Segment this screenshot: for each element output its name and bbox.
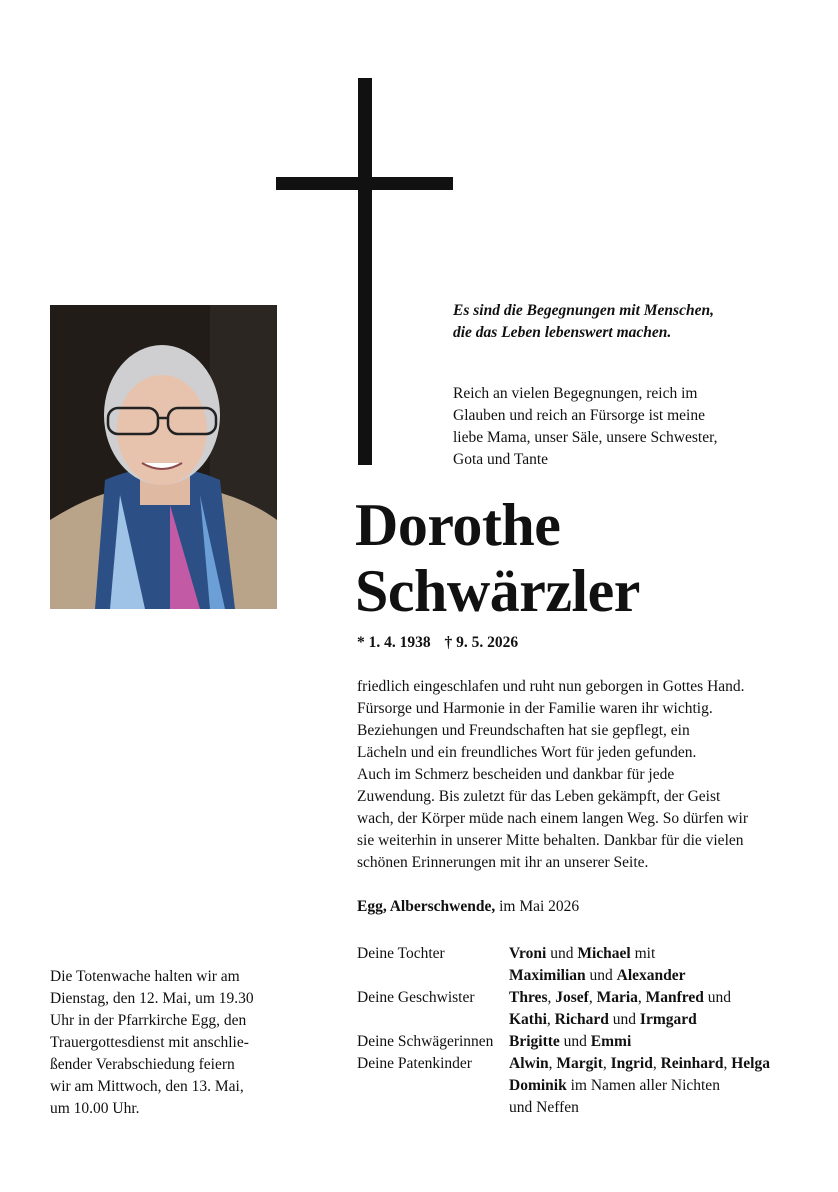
- family-name: Josef: [555, 989, 589, 1006]
- place-date: [357, 896, 579, 918]
- last-name: Schwärzler: [355, 558, 640, 624]
- relation-names: [509, 987, 807, 1031]
- wake-notice: [50, 966, 290, 1120]
- wake-line: Die Totenwache halten wir am: [50, 968, 240, 985]
- wake-line: wir am Mittwoch, den 13. Mai,: [50, 1078, 244, 1095]
- family-name: Manfred: [645, 989, 704, 1006]
- family-row: [357, 1053, 807, 1119]
- connector: mit: [630, 945, 656, 962]
- obituary-text: [357, 676, 797, 874]
- portrait-photo: [50, 305, 277, 609]
- family-list: [357, 943, 807, 1119]
- family-name: Maximilian: [509, 967, 586, 984]
- family-name: Michael: [577, 945, 631, 962]
- body-line: Lächeln und ein freundliches Wort für jeden gefunden.: [357, 744, 697, 761]
- body-line: schönen Erinnerungen mit ihr an unserer Seite.: [357, 854, 649, 871]
- family-name: Alwin: [509, 1055, 549, 1072]
- body-line: sie weiterhin in unserer Mitte behalten. Dankbar für die vielen: [357, 832, 744, 849]
- family-name: Kathi: [509, 1011, 547, 1028]
- connector: im Namen aller Nichten: [566, 1077, 720, 1094]
- life-dates: [357, 632, 518, 654]
- body-line: Zuwendung. Bis zuletzt für das Leben gekämpft, der Geist: [357, 788, 721, 805]
- body-line: Auch im Schmerz bescheiden und dankbar für jede: [357, 766, 675, 783]
- family-name: Thres: [509, 989, 548, 1006]
- intro-line: liebe Mama, unser Säle, unsere Schwester,: [453, 429, 718, 446]
- wake-line: ßender Verabschiedung feiern: [50, 1056, 235, 1073]
- relation-names: [509, 943, 807, 987]
- connector: ,: [602, 1055, 611, 1072]
- cross-vertical-bar: [358, 78, 372, 465]
- connector: und: [608, 1011, 640, 1028]
- body-line: Beziehungen und Freundschaften hat sie gepflegt, ein: [357, 722, 690, 739]
- connector: ,: [723, 1055, 732, 1072]
- death-date: † 9. 5. 2026: [444, 634, 519, 651]
- relation-label: Deine Geschwister: [357, 989, 475, 1006]
- connector: und: [585, 967, 617, 984]
- place-names: Egg, Alberschwende,: [357, 898, 496, 915]
- body-line: friedlich eingeschlafen und ruht nun geborgen in Gottes Hand.: [357, 678, 745, 695]
- quote-line: die das Leben lebenswert machen.: [453, 324, 672, 341]
- relation-names: [509, 1031, 807, 1053]
- relation-names: [509, 1053, 807, 1119]
- relation-label: Deine Patenkinder: [357, 1055, 472, 1072]
- relation-label: Deine Tochter: [357, 945, 445, 962]
- deceased-name: [355, 492, 640, 624]
- intro-text: [453, 383, 793, 471]
- intro-line: Gota und Tante: [453, 451, 549, 468]
- family-name: Maria: [596, 989, 638, 1006]
- family-name: Reinhard: [660, 1055, 724, 1072]
- connector: ,: [546, 1011, 555, 1028]
- family-name: Margit: [556, 1055, 603, 1072]
- connector: ,: [547, 989, 556, 1006]
- family-row: [357, 1031, 807, 1053]
- family-name: Irmgard: [639, 1011, 697, 1028]
- family-name: Emmi: [590, 1033, 632, 1050]
- place-month: im Mai 2026: [495, 898, 580, 915]
- connector: ,: [588, 989, 597, 1006]
- family-name: Brigitte: [509, 1033, 560, 1050]
- wake-line: Trauergottesdienst mit anschlie-: [50, 1034, 249, 1051]
- quote-line: Es sind die Begegnungen mit Menschen,: [453, 302, 714, 319]
- family-row: [357, 943, 807, 987]
- first-name: Dorothe: [355, 492, 561, 558]
- body-line: Fürsorge und Harmonie in der Familie waren ihr wichtig.: [357, 700, 713, 717]
- cross-horizontal-bar: [276, 177, 453, 190]
- connector: ,: [652, 1055, 661, 1072]
- wake-line: um 10.00 Uhr.: [50, 1100, 140, 1117]
- family-name: Richard: [554, 1011, 609, 1028]
- wake-line: Dienstag, den 12. Mai, um 19.30: [50, 990, 254, 1007]
- birth-date: * 1. 4. 1938: [357, 634, 431, 651]
- intro-line: Reich an vielen Begegnungen, reich im: [453, 385, 698, 402]
- connector: und: [546, 945, 578, 962]
- intro-line: Glauben und reich an Fürsorge ist meine: [453, 407, 705, 424]
- connector: und: [559, 1033, 591, 1050]
- quote: [453, 300, 793, 344]
- family-name: Ingrid: [610, 1055, 653, 1072]
- family-row: [357, 987, 807, 1031]
- body-line: wach, der Körper müde nach einem langen Weg. So dürfen wir: [357, 810, 748, 827]
- family-name: Dominik: [509, 1077, 567, 1094]
- family-name: Helga: [731, 1055, 770, 1072]
- wake-line: Uhr in der Pfarrkirche Egg, den: [50, 1012, 247, 1029]
- connector: ,: [637, 989, 646, 1006]
- family-name: Alexander: [616, 967, 686, 984]
- connector: und: [703, 989, 732, 1006]
- family-text: und Neffen: [509, 1099, 579, 1116]
- connector: ,: [548, 1055, 557, 1072]
- relation-label: Deine Schwägerinnen: [357, 1033, 494, 1050]
- family-name: Vroni: [509, 945, 547, 962]
